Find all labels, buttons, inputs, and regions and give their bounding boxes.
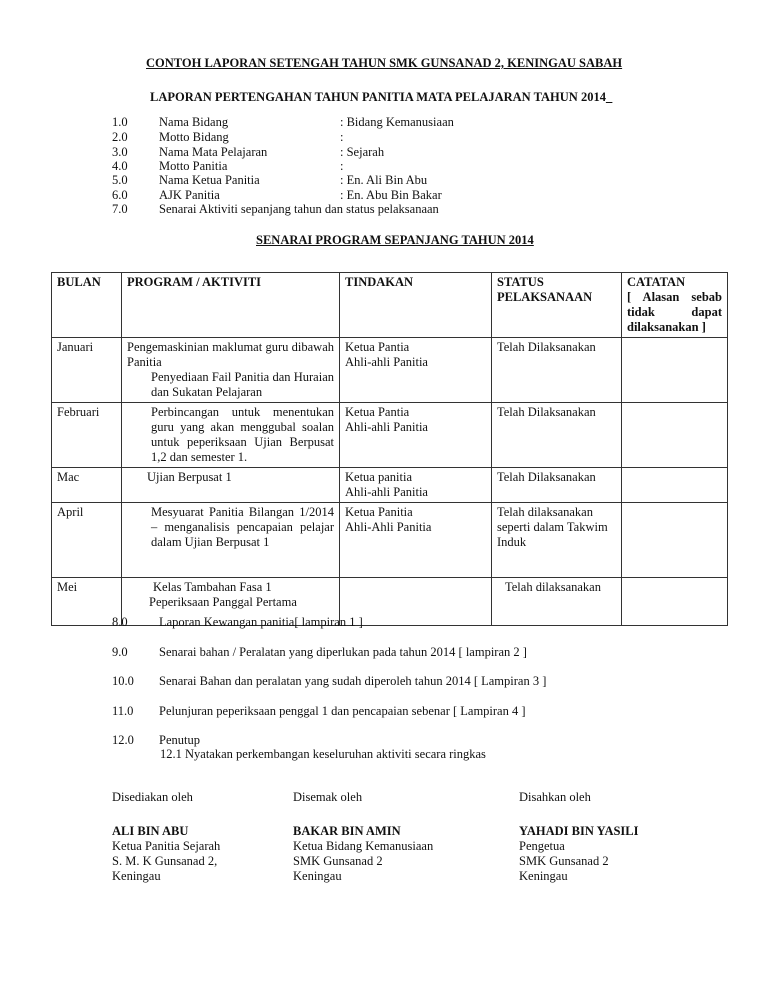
signature-line: Pengetua: [519, 839, 565, 853]
cell-catatan: [622, 468, 728, 503]
info-number: 2.0: [112, 130, 128, 144]
program-table: [51, 272, 728, 626]
info-number: 1.0: [112, 115, 128, 129]
signature-name: YAHADI BIN YASILI: [519, 824, 639, 838]
signature-line: Keningau: [293, 869, 342, 883]
program-line: Peperiksaan Panggal Pertama: [149, 595, 297, 609]
info-number: 4.0: [112, 159, 128, 173]
table-row: [52, 338, 728, 403]
program-line: Mesyuarat Panitia Bilangan 1/2014 – menganalisis pencapaian pelajar dalam Ujian Berpusat 1: [151, 505, 334, 549]
cell-catatan: [622, 403, 728, 468]
signature-role: Disediakan oleh: [112, 790, 193, 804]
info-value: : Sejarah: [340, 145, 385, 159]
item-number: 10.0: [112, 674, 134, 688]
document-subtitle: [150, 90, 612, 105]
cell-program: [122, 338, 340, 403]
cell-bulan: April: [52, 503, 122, 578]
tindakan-line: Ketua panitia: [345, 470, 412, 484]
signature-line: S. M. K Gunsanad 2,: [112, 854, 218, 868]
item-text: Senarai Bahan dan peralatan yang sudah diperoleh tahun 2014 [ Lampiran 3 ]: [159, 674, 547, 688]
signature-reviewed: [293, 790, 433, 884]
cell-status: Telah Dilaksanakan: [492, 468, 622, 503]
info-label: Nama Mata Pelajaran: [159, 145, 268, 159]
item-number: 8.0: [112, 615, 128, 629]
signature-line: SMK Gunsanad 2: [519, 854, 609, 868]
tindakan-line: Ahli-ahli Panitia: [345, 420, 428, 434]
info-number: 5.0: [112, 173, 128, 187]
tindakan-line: Ketua Panitia: [345, 505, 413, 519]
program-line: Kelas Tambahan Fasa 1: [153, 580, 272, 594]
info-number: 3.0: [112, 145, 128, 159]
cell-program: [122, 468, 340, 503]
cell-status: Telah Dilaksanakan: [492, 338, 622, 403]
signature-line: SMK Gunsanad 2: [293, 854, 383, 868]
info-label: Senarai Aktiviti sepanjang tahun dan status pelaksanaan: [159, 202, 439, 216]
subtitle-tail: _: [605, 90, 613, 104]
header-catatan-line1: CATATAN: [627, 275, 686, 289]
table-header-row: [52, 273, 728, 338]
info-label: AJK Panitia: [159, 188, 220, 202]
cell-bulan: Mac: [52, 468, 122, 503]
table-row: [52, 578, 728, 626]
tindakan-line: Ahli-ahli Panitia: [345, 355, 428, 369]
header-catatan: [622, 273, 728, 338]
header-bulan: BULAN: [52, 273, 122, 338]
item-text: Senarai bahan / Peralatan yang diperlukan pada tahun 2014 [ lampiran 2 ]: [159, 645, 527, 659]
signature-line: Keningau: [112, 869, 161, 883]
cell-bulan: Mei: [52, 578, 122, 626]
cell-bulan: Februari: [52, 403, 122, 468]
signature-name: ALI BIN ABU: [112, 824, 189, 838]
cell-catatan: [622, 578, 728, 626]
info-label: Nama Ketua Panitia: [159, 173, 260, 187]
signature-prepared: [112, 790, 220, 884]
table-row: [52, 403, 728, 468]
info-label: Nama Bidang: [159, 115, 229, 129]
signature-name: BAKAR BIN AMIN: [293, 824, 401, 838]
item-text: Pelunjuran peperiksaan penggal 1 dan pencapaian sebenar [ Lampiran 4 ]: [159, 704, 526, 718]
item-penutup-sub: 12.1 Nyatakan perkembangan keseluruhan aktiviti secara ringkas: [160, 747, 486, 761]
cell-bulan: Januari: [52, 338, 122, 403]
info-label: Motto Bidang: [159, 130, 229, 144]
signature-role: Disahkan oleh: [519, 790, 591, 804]
item-text: Laporan Kewangan panitia[ lampiran 1 ]: [159, 615, 363, 629]
program-line: Pengemaskinian maklumat guru dibawah Panitia: [127, 340, 334, 369]
signature-line: Ketua Panitia Sejarah: [112, 839, 221, 853]
info-value: : En. Ali Bin Abu: [340, 173, 428, 187]
cell-tindakan: [340, 403, 492, 468]
table-row: [52, 468, 728, 503]
cell-catatan: [622, 338, 728, 403]
cell-status: Telah dilaksanakan: [492, 578, 622, 626]
item-number: 11.0: [112, 704, 134, 718]
tindakan-line: Ketua Pantia: [345, 340, 410, 354]
info-number: 6.0: [112, 188, 128, 202]
cell-tindakan: [340, 338, 492, 403]
info-value: : En. Abu Bin Bakar: [340, 188, 442, 202]
cell-tindakan: [340, 503, 492, 578]
cell-catatan: [622, 503, 728, 578]
signature-role: Disemak oleh: [293, 790, 363, 804]
tindakan-line: Ahli-Ahli Panitia: [345, 520, 432, 534]
tindakan-line: Ahli-ahli Panitia: [345, 485, 428, 499]
header-catatan-line2: [ Alasan sebab tidak dapat dilaksanakan ]: [627, 290, 722, 334]
item-number: 9.0: [112, 645, 128, 659]
section-title: SENARAI PROGRAM SEPANJANG TAHUN 2014: [256, 233, 534, 247]
program-line: Ujian Berpusat 1: [147, 470, 232, 484]
cell-program: [122, 403, 340, 468]
header-status: [492, 273, 622, 338]
document-title: CONTOH LAPORAN SETENGAH TAHUN SMK GUNSANAD 2, KENINGAU SABAH: [146, 56, 623, 70]
tindakan-line: Ketua Pantia: [345, 405, 410, 419]
table-row: [52, 503, 728, 578]
signature-approved: [519, 790, 639, 884]
cell-tindakan: [340, 468, 492, 503]
signature-line: Ketua Bidang Kemanusiaan: [293, 839, 434, 853]
info-number: 7.0: [112, 202, 128, 216]
header-status-line2: PELAKSANAAN: [497, 290, 593, 304]
info-value: : Bidang Kemanusiaan: [340, 115, 454, 129]
signature-line: Keningau: [519, 869, 568, 883]
header-program: PROGRAM / AKTIVITI: [122, 273, 340, 338]
item-text: Penutup: [159, 733, 200, 747]
item-number: 12.0: [112, 733, 134, 747]
cell-status: Telah Dilaksanakan: [492, 403, 622, 468]
info-label: Motto Panitia: [159, 159, 228, 173]
header-status-line1: STATUS: [497, 275, 544, 289]
program-line: Penyediaan Fail Panitia dan Huraian dan Sukatan Pelajaran: [151, 370, 334, 399]
cell-program: [122, 503, 340, 578]
cell-status: Telah dilaksanakan seperti dalam Takwim Induk: [492, 503, 622, 578]
program-line: Perbincangan untuk menentukan guru yang akan menggubal soalan untuk peperiksaan Ujian Berpusat 1,2 dan semester 1.: [151, 405, 334, 464]
header-tindakan: TINDAKAN: [340, 273, 492, 338]
info-value: :: [340, 130, 344, 144]
subtitle-text: LAPORAN PERTENGAHAN TAHUN PANITIA MATA PELAJARAN TAHUN 2014: [150, 90, 606, 104]
info-value: :: [340, 159, 344, 173]
